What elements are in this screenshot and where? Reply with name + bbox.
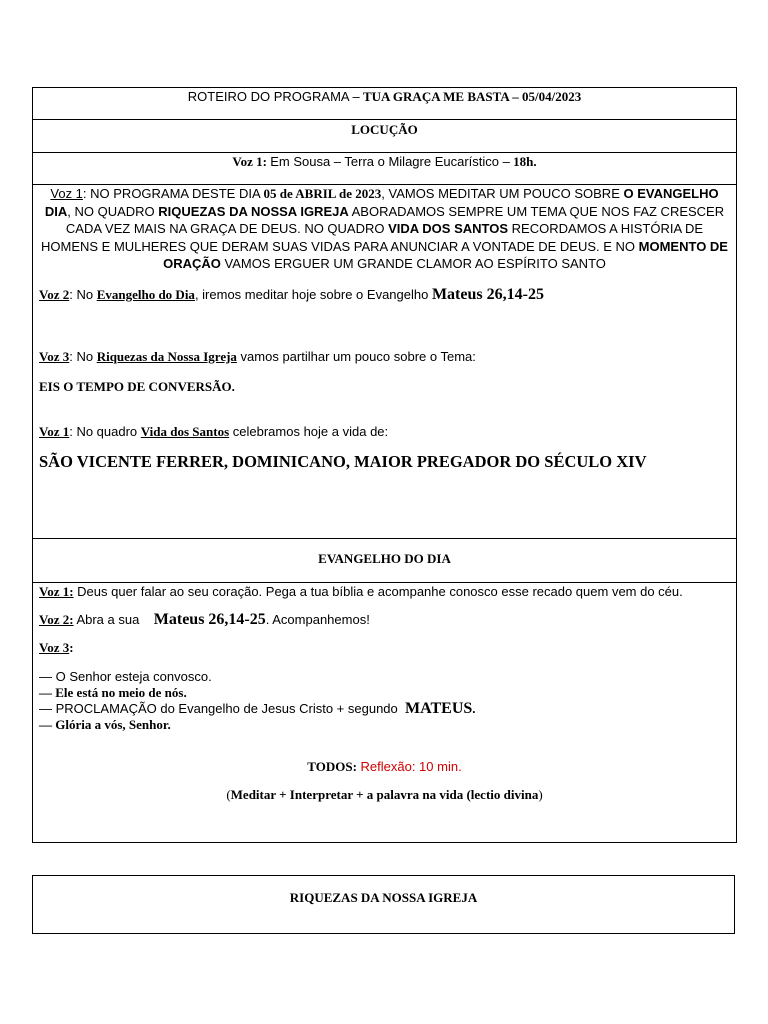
voz1-santos-paragraph: Voz 1: No quadro Vida dos Santos celebramos hoje a vida de: [39,423,389,439]
todos-line: TODOS: Reflexão: 10 min. [307,759,462,774]
santo-name: SÃO VICENTE FERRER, DOMINICANO, MAIOR PREGADOR DO SÉCULO XIV [39,451,647,471]
evangelho-title-row [33,539,737,583]
evangelho-title: EVANGELHO DO DIA [318,551,451,566]
liturgy-line-3: — PROCLAMAÇÃO do Evangelho de Jesus Cristo + segundo MATEUS. [39,700,476,717]
meditar-line: (Meditar + Interpretar + a palavra na vida (lectio divina) [226,787,543,802]
tema-text: EIS O TEMPO DE CONVERSÃO. [39,378,235,394]
voz3-paragraph: Voz 3: No Riquezas da Nossa Igreja vamos partilhar um pouco sobre o Tema: [39,348,476,364]
riquezas-section [32,875,735,934]
intro-paragraph: Voz 1: NO PROGRAMA DESTE DIA 05 de ABRIL de 2023, VAMOS MEDITAR UM POUCO SOBRE O EVANGELHO DIA, NO QUADRO RIQUEZAS DA NOSSA IGREJA ABORADAMOS SEMPRE UM TEMA QUE NOS FAZ CRESCER CADA VEZ MAIS NA GRAÇA DE DEUS. NO QUADRO VIDA DOS SANTOS RECORDAMOS A HISTÓRIA DE HOMENS E MULHERES QUE DERAM SUAS VIDAS PARA ANUNCIAR A VONTADE DE DEUS. E NO MOMENTO DE ORAÇÃO VAMOS ERGUER UM GRANDE CLAMOR AO ESPÍRITO SANTO [41,186,728,271]
evangelho-reference: Mateus 26,14-25 [153,611,266,628]
voz2-paragraph: Voz 2: No Evangelho do Dia, iremos meditar hoje sobre o Evangelho Mateus 26,14-25 [39,285,544,303]
riquezas-title: RIQUEZAS DA NOSSA IGREJA [289,890,478,905]
voz1-schedule-text: Em Sousa – Terra o Milagre Eucarístico – [270,154,510,169]
locucao-body [33,185,737,539]
voz1-schedule-row [33,153,737,185]
header-prefix: ROTEIRO DO PROGRAMA – [187,89,360,104]
header-row [33,88,737,120]
locucao-row [33,120,737,153]
header-program: TUA GRAÇA ME BASTA – 05/04/2023 [362,89,582,104]
liturgy-line-2: — Ele está no meio de nós. [39,685,187,700]
intro-voz-label: Voz 1 [50,186,83,201]
evangelho-voz2: Voz 2: Abra a sua Mateus 26,14-25. Acompanhemos! [39,611,370,628]
liturgy-line-1: — O Senhor esteja convosco. [39,669,212,684]
voz1-schedule-label: Voz 1: [232,154,267,169]
voz1-schedule-time: 18h. [513,154,537,169]
voz2-reference: Mateus 26,14-25 [431,285,544,303]
evangelho-voz1: Voz 1: Deus quer falar ao seu coração. Pega a tua bíblia e acompanhe conosco esse recado quem vem do céu. [39,584,683,599]
locucao-title: LOCUÇÃO [351,122,418,137]
evangelho-body [33,583,737,843]
program-script-table [32,87,737,843]
evangelho-voz3: Voz 3: [39,640,74,655]
liturgy-line-4: — Glória a vós, Senhor. [39,717,171,732]
